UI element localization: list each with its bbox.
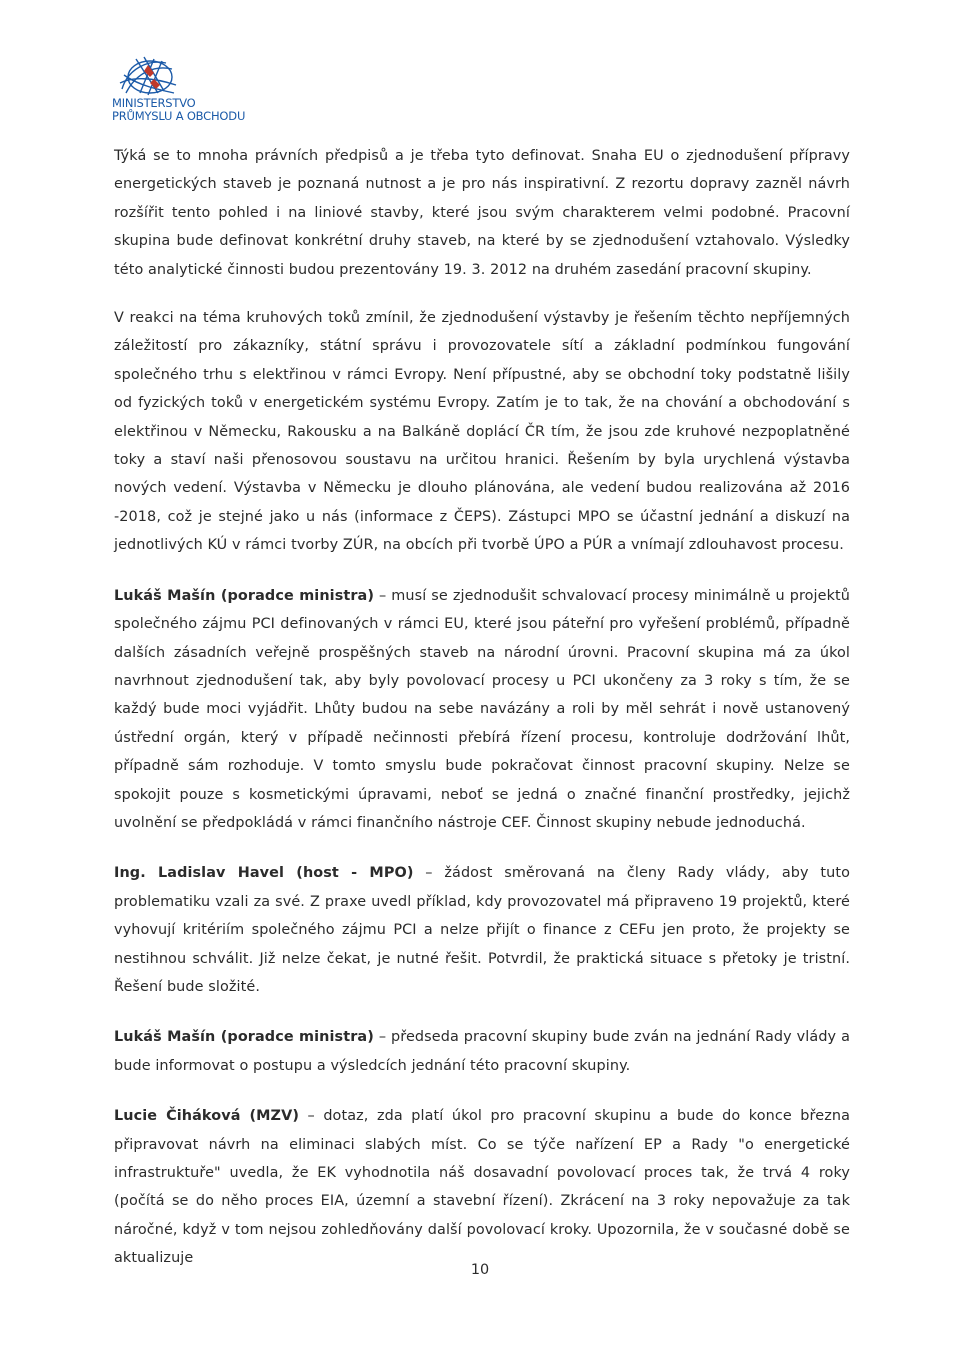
logo-line-name: PRŮMYSLU A OBCHODU	[112, 109, 246, 123]
speaker-statement: – žádost směrovaná na členy Rady vlády, aby tuto problematiku vzali za své. Z praxe uvedl příklad, kdy provozovatel má připraveno 19 projektů, které vyhovují kritériím společného zájmu PCI a nelze přijít o finance z CEFu jen proto, že projekty se nestihnou schválit. Již nelze čekat, je nutné řešit. Potvrdil, že praktická situace s přetoky je tristní. Řešení bude složité.	[114, 865, 851, 995]
paragraph-masin-1	[114, 582, 850, 838]
paragraph-masin-2	[114, 1023, 850, 1080]
paragraph-circular-flows: V reakci na téma kruhových toků zmínil, že zjednodušení výstavby je řešením těchto nepříjemných záležitostí pro zákazníky, státní správu i provozovatele sítí a základní podmínkou fungování společného trhu s elektřinou v rámci Evropy. Není přípustné, aby se obchodní toky podstatně lišily od fyzických toků v energetickém systému Evropy. Zatím je to tak, že na chování a obchodování s elektřinou v Německu, Rakousku a na Balkáně doplácí ČR tím, že jsou zde kruhové nezpoplatněné toky a staví naši přenosovou soustavu na určitou hranici. Řešením by byla urychlená výstavba nových vedení. Výstavba v Německu je dlouho plánována, ale vedení budou realizována až 2016 -2018, což je stejné jako u nás (informace z ČEPS). Zástupci MPO se účastní jednání a diskuzí na jednotlivých KÚ v rámci tvorby ZÚR, na obcích při tvorbě ÚPO a PÚR a vnímají zdlouhavost procesu.	[114, 310, 850, 554]
speaker-name: Ing. Ladislav Havel (host - MPO)	[114, 865, 414, 882]
ministry-globe-logo-icon	[114, 55, 184, 97]
paragraph-cihakova	[114, 1102, 850, 1272]
speaker-name: Lukáš Mašín (poradce ministra)	[114, 587, 375, 604]
speaker-statement: – předseda pracovní skupiny bude zván na jednání Rady vlády a bude informovat o postupu a výsledcích jednání této pracovní skupiny.	[114, 1029, 851, 1074]
page-number: 10	[470, 1262, 490, 1278]
ministry-logo	[112, 55, 262, 123]
speaker-name: Lucie Čiháková (MZV)	[114, 1108, 299, 1125]
speaker-statement: – musí se zjednodušit schvalovací procesy minimálně u projektů společného zájmu PCI definovaných v rámci EU, které jsou páteřní pro vyřešení problémů, případně dalších zásadních veřejně prospěšných staveb na národní úrovni. Pracovní skupina má za úkol navrhnout zjednodušení tak, aby byly povolovací procesy u PCI ukončeny za 3 roky s tím, že se každý bude moci vyjádřit. Lhůty budou na sebe navázány a roli by měl sehrát i nově ustanovený ústřední orgán, který v případě nečinnosti přebírá řízení procesu, kontroluje dodržování lhůt, případně sám rozhoduje. V tomto smyslu bude pokračovat činnost pracovní skupiny. Nelze se spokojit pouze s kosmetickými úpravami, neboť se jedná o značné finanční prostředky, jejichž uvolnění se předpokládá v rámci finančního nástroje CEF. Činnost skupiny nebude jednoduchá.	[114, 587, 851, 831]
paragraph-eu-simplification: Týká se to mnoha právních předpisů a je třeba tyto definovat. Snaha EU o zjednodušení přípravy energetických staveb je poznaná nutnost a je pro nás inspirativní. Z rezortu dopravy zazněl návrh rozšířit tento pohled i na liniové stavby, které jsou svým charakterem velmi podobné. Pracovní skupina bude definovat konkrétní druhy staveb, na které by se zjednodušení vztahovalo. Výsledky této analytické činnosti budou prezentovány 19. 3. 2012 na druhém zasedání pracovní skupiny.	[114, 148, 850, 278]
speaker-name: Lukáš Mašín (poradce ministra)	[114, 1029, 374, 1046]
speaker-statement: – dotaz, zda platí úkol pro pracovní skupinu a bude do konce března připravovat návrh na eliminaci slabých míst. Co se týče nařízení EP a Rady "o energetické infrastruktuře" uvedla, že EK vyhodnotila náš dosavadní povolovací proces tak, že trvá 4 roky (počítá se do něho proces EIA, územní a stavební řízení). Zkrácení na 3 roky nepovažuje za tak náročné, když v tom nejsou zohledňovány další povolovací kroky. Upozornila, že v současné době se aktualizuje	[114, 1108, 850, 1267]
paragraph-havel	[114, 859, 850, 1001]
logo-line-ministry: MINISTERSTVO	[112, 96, 196, 110]
document-body	[114, 142, 850, 1273]
